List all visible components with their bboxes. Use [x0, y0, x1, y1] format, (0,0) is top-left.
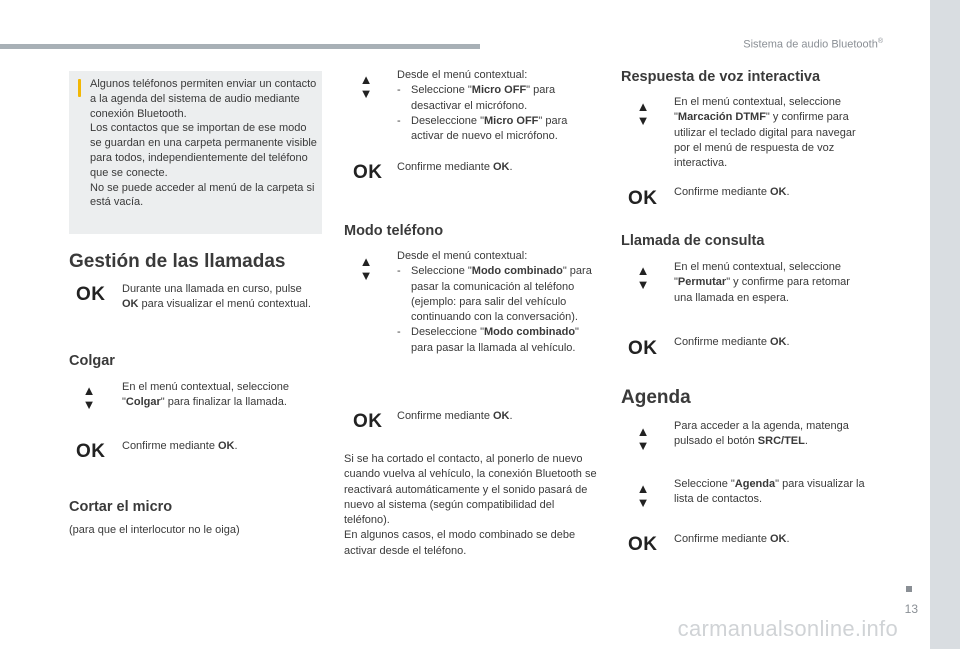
modo-instructions — [397, 249, 597, 356]
confirm-text: Confirme mediante OK. — [397, 410, 513, 422]
confirm-text: Confirme mediante OK. — [122, 440, 238, 452]
ok-button-icon: OK — [353, 162, 383, 183]
header-rule — [0, 44, 480, 49]
confirm-text: Confirme mediante OK. — [397, 161, 513, 173]
heading-respuesta: Respuesta de voz interactiva — [621, 69, 821, 85]
list-item: - Seleccione "Micro OFF" para desactivar el micrófono. — [397, 84, 556, 112]
heading-colgar: Colgar — [69, 353, 115, 369]
ok-button-icon: OK — [628, 534, 658, 555]
note-line: Algunos teléfonos permiten enviar un contacto a la agenda del sistema de audio mediante conexión Bluetooth. — [90, 78, 317, 120]
ok-button-icon: OK — [628, 338, 658, 359]
heading-gestion: Gestión de las llamadas — [69, 251, 286, 272]
up-down-arrows-icon: ▲ ▼ — [636, 424, 650, 453]
list-item: - Deseleccione "Modo combinado" para pasar la llamada al vehículo. — [397, 326, 579, 354]
cortar-text: (para que el interlocutor no le oiga) — [69, 524, 240, 536]
up-down-arrows-icon: ▲ ▼ — [636, 263, 650, 292]
gestion-text: Durante una llamada en curso, pulse OK para visualizar el menú contextual. — [122, 283, 311, 311]
ok-button-icon: OK — [76, 441, 106, 462]
ok-button-icon: OK — [76, 284, 106, 305]
ok-button-icon: OK — [628, 188, 658, 209]
page-edge-strip — [930, 0, 960, 649]
heading-cortar: Cortar el micro — [69, 499, 173, 515]
footer-paragraph: Si se ha cortado el contacto, al ponerlo de nuevo cuando vuelva al vehículo, la conexión Bluetooth se reactivará automáticamente y el sonido pasará de nuevo al sistema (según compatibilidad del teléfono). — [344, 453, 597, 527]
heading-consulta: Llamada de consulta — [621, 233, 765, 249]
heading-agenda: Agenda — [621, 387, 691, 408]
page-number: 13 — [904, 602, 918, 616]
watermark: carmanualsonline.info — [677, 616, 898, 641]
info-note — [69, 71, 322, 234]
list-item: - Deseleccione "Micro OFF" para activar de nuevo el micrófono. — [397, 114, 568, 143]
agenda-select-text: Seleccione "Agenda" para visualizar la lista de contactos. — [674, 478, 865, 506]
running-header: Sistema de audio Bluetooth® — [743, 38, 883, 51]
consulta-text: En el menú contextual, seleccione "Permutar" y confirme para retomar una llamada en espera. — [674, 261, 850, 304]
ok-button-icon: OK — [353, 411, 383, 432]
up-down-arrows-icon: ▲ ▼ — [359, 254, 373, 283]
respuesta-text: En el menú contextual, seleccione "Marcación DTMF" y confirme para utilizar el teclado digital para navegar por el menú de respuesta de voz interactiva. — [674, 96, 856, 170]
confirm-text: Confirme mediante OK. — [674, 533, 790, 545]
colgar-text: En el menú contextual, seleccione "Colgar" para finalizar la llamada. — [122, 381, 289, 409]
micro-intro: Desde el menú contextual: — [397, 69, 528, 81]
list-item: - Seleccione "Modo combinado" para pasar la comunicación al teléfono (ejemplo: para salir del vehículo continuando con la conversación). — [397, 265, 592, 324]
note-text — [90, 77, 320, 210]
confirm-text: Confirme mediante OK. — [674, 336, 790, 348]
info-icon — [78, 79, 81, 97]
up-down-arrows-icon: ▲ ▼ — [636, 99, 650, 128]
up-down-arrows-icon: ▲ ▼ — [636, 481, 650, 510]
note-line: Los contactos que se importan de ese modo se guardan en una carpeta permanente visible para todos, independientemente del teléfono que se conecte. — [90, 122, 317, 179]
modo-footer — [344, 452, 602, 559]
micro-instructions — [397, 68, 597, 144]
agenda-access-text: Para acceder a la agenda, matenga pulsado el botón SRC/TEL. — [674, 420, 849, 448]
note-line: No se puede acceder al menú de la carpeta si está vacía. — [90, 181, 315, 209]
up-down-arrows-icon: ▲ ▼ — [359, 72, 373, 101]
footer-paragraph: En algunos casos, el modo combinado se debe activar desde el teléfono. — [344, 529, 576, 557]
confirm-text: Confirme mediante OK. — [674, 186, 790, 198]
modo-intro: Desde el menú contextual: — [397, 250, 528, 262]
page-marker-icon — [906, 586, 912, 592]
heading-modo: Modo teléfono — [344, 223, 444, 239]
up-down-arrows-icon: ▲ ▼ — [82, 383, 96, 412]
